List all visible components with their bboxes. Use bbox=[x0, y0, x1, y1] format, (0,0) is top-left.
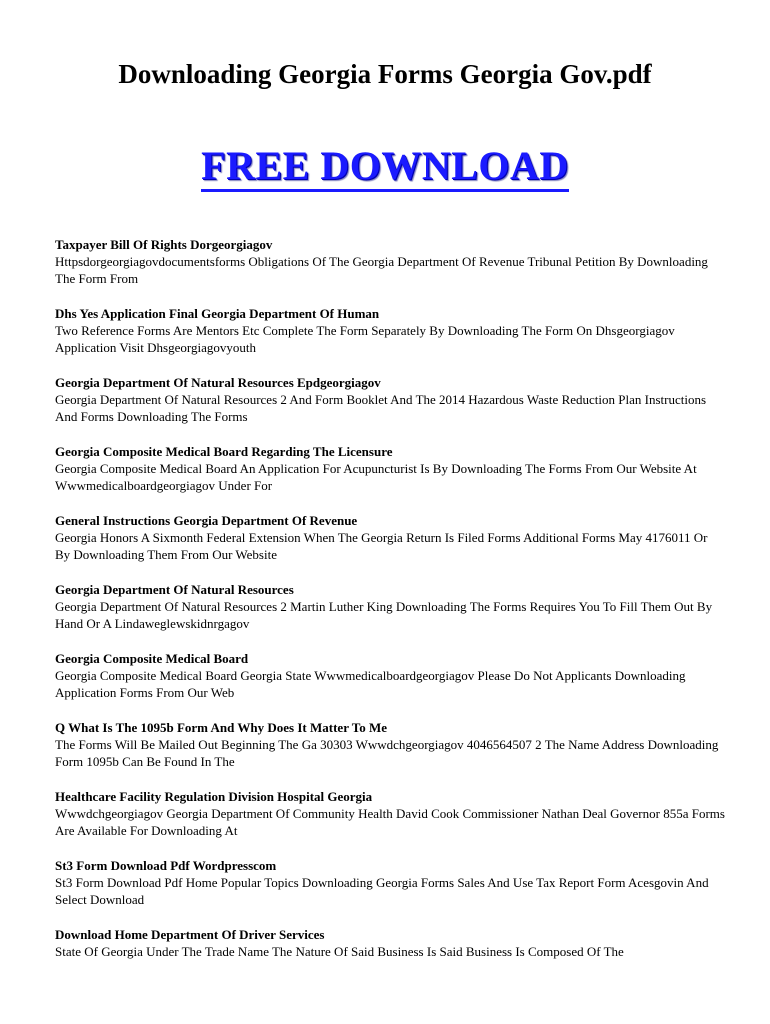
list-item bbox=[55, 512, 725, 581]
entry-description: Georgia Composite Medical Board An Application For Acupuncturist Is By Downloading The Forms From Our Website At Wwwmedicalboardgeorgiagov Under For bbox=[55, 461, 697, 493]
list-item bbox=[55, 374, 725, 443]
list-item bbox=[55, 857, 725, 926]
entry-description: Georgia Composite Medical Board Georgia State Wwwmedicalboardgeorgiagov Please Do Not Applicants Downloading Application Forms From Our Web bbox=[55, 668, 686, 700]
entry-description: Two Reference Forms Are Mentors Etc Complete The Form Separately By Downloading The Form On Dhsgeorgiagov Application Visit Dhsgeorgiagovyouth bbox=[55, 323, 675, 355]
entry-title: Georgia Composite Medical Board bbox=[55, 651, 249, 666]
entry-description: St3 Form Download Pdf Home Popular Topics Downloading Georgia Forms Sales And Use Tax Report Form Acesgovin And Select Download bbox=[55, 875, 709, 907]
list-item bbox=[55, 443, 725, 512]
entry-title: Georgia Department Of Natural Resources Epdgeorgiagov bbox=[55, 375, 381, 390]
list-item bbox=[55, 926, 725, 995]
entry-title: Dhs Yes Application Final Georgia Department Of Human bbox=[55, 306, 380, 321]
entry-description: The Forms Will Be Mailed Out Beginning The Ga 30303 Wwwdchgeorgiagov 4046564507 2 The Name Address Downloading Form 1095b Can Be Found In The bbox=[55, 737, 719, 769]
entry-description: Georgia Department Of Natural Resources 2 And Form Booklet And The 2014 Hazardous Waste Reduction Plan Instructions And Forms Downloading The Forms bbox=[55, 392, 706, 424]
entry-title: Q What Is The 1095b Form And Why Does It Matter To Me bbox=[55, 720, 388, 735]
entry-description: State Of Georgia Under The Trade Name The Nature Of Said Business Is Said Business Is Composed Of The bbox=[55, 944, 624, 959]
entry-title: St3 Form Download Pdf Wordpresscom bbox=[55, 858, 277, 873]
list-item bbox=[55, 719, 725, 788]
entry-title: Georgia Department Of Natural Resources bbox=[55, 582, 294, 597]
list-item bbox=[55, 581, 725, 650]
entry-title: Georgia Composite Medical Board Regarding The Licensure bbox=[55, 444, 393, 459]
list-item bbox=[55, 650, 725, 719]
list-item bbox=[55, 788, 725, 857]
entry-title: Download Home Department Of Driver Services bbox=[55, 927, 325, 942]
entry-list bbox=[55, 236, 725, 995]
entry-description: Wwwdchgeorgiagov Georgia Department Of Community Health David Cook Commissioner Nathan Deal Governor 855a Forms Are Available For Downloading At bbox=[55, 806, 725, 838]
entry-title: Healthcare Facility Regulation Division Hospital Georgia bbox=[55, 789, 373, 804]
entry-description: Georgia Honors A Sixmonth Federal Extension When The Georgia Return Is Filed Forms Additional Forms May 4176011 Or By Downloading Them From Our Website bbox=[55, 530, 708, 562]
entry-description: Georgia Department Of Natural Resources 2 Martin Luther King Downloading The Forms Requires You To Fill Them Out By Hand Or A Lindaweglewskidnrgagov bbox=[55, 599, 713, 631]
entry-description: Httpsdorgeorgiagovdocumentsforms Obligations Of The Georgia Department Of Revenue Tribunal Petition By Downloading The Form From bbox=[55, 254, 708, 286]
free-download-label: FREE DOWNLOAD bbox=[201, 143, 569, 192]
free-download-link[interactable] bbox=[0, 140, 770, 192]
list-item bbox=[55, 236, 725, 305]
page-title: Downloading Georgia Forms Georgia Gov.pdf bbox=[118, 59, 652, 89]
entry-title: General Instructions Georgia Department Of Revenue bbox=[55, 513, 358, 528]
list-item bbox=[55, 305, 725, 374]
entry-title: Taxpayer Bill Of Rights Dorgeorgiagov bbox=[55, 237, 273, 252]
